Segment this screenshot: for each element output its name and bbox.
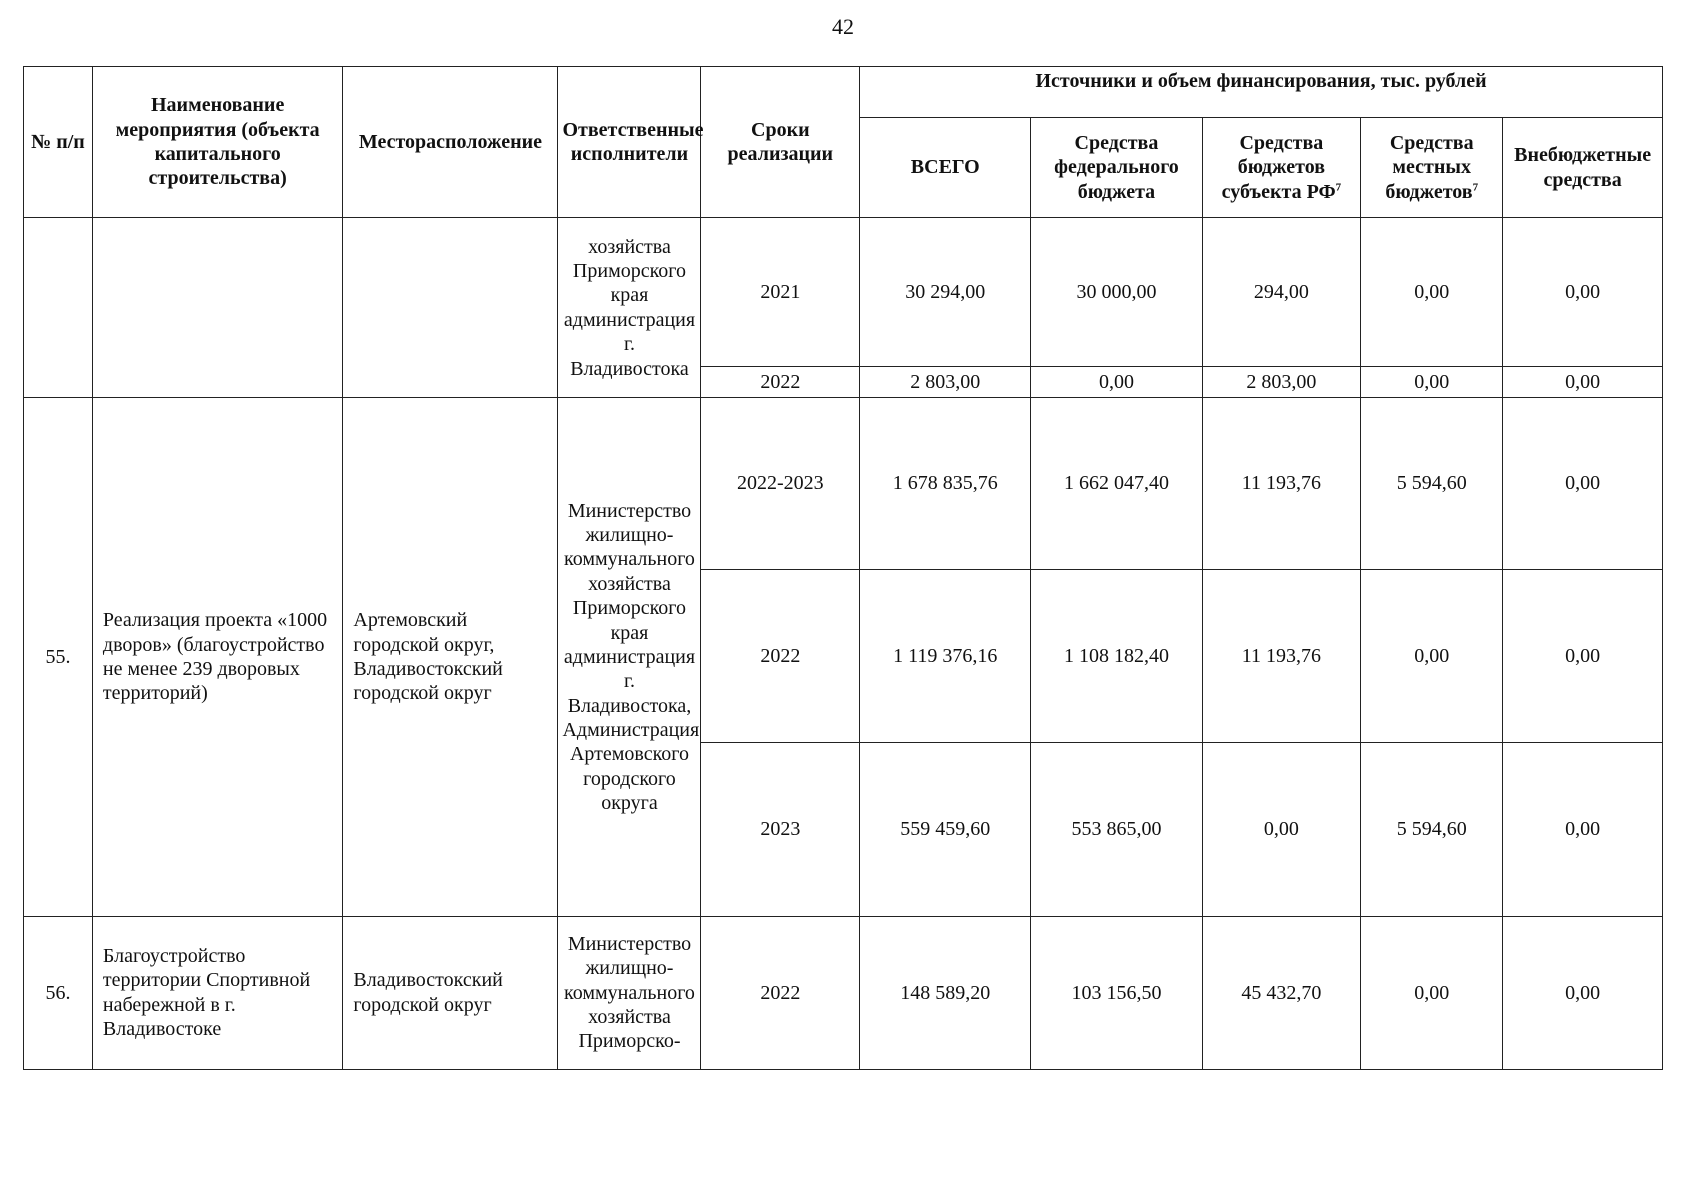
cell-name: Реализация проекта «1000 дворов» (благоустройство не менее 239 дворовых территорий) bbox=[92, 398, 343, 916]
cell-num: 55. bbox=[24, 398, 93, 916]
cell-local: 5 594,60 bbox=[1361, 743, 1503, 916]
header-extra: Внебюджетные средства bbox=[1503, 118, 1663, 218]
cell-federal: 1 108 182,40 bbox=[1031, 569, 1202, 742]
cell-year: 2022 bbox=[701, 916, 860, 1069]
header-location: Месторасположение bbox=[343, 67, 558, 218]
cell-local: 0,00 bbox=[1361, 569, 1503, 742]
cell-year: 2022 bbox=[701, 569, 860, 742]
cell-total: 148 589,20 bbox=[860, 916, 1031, 1069]
cell-subject: 0,00 bbox=[1202, 743, 1361, 916]
financing-table bbox=[23, 66, 1663, 1070]
header-name: Наименование мероприятия (объекта капитального строительства) bbox=[92, 67, 343, 218]
cell-extra: 0,00 bbox=[1503, 916, 1663, 1069]
header-total: ВСЕГО bbox=[860, 118, 1031, 218]
cell-extra: 0,00 bbox=[1503, 743, 1663, 916]
cell-subject: 45 432,70 bbox=[1202, 916, 1361, 1069]
cell-year: 2022-2023 bbox=[701, 398, 860, 569]
header-sources-group: Источники и объем финансирования, тыс. рублей bbox=[860, 67, 1663, 118]
cell-federal: 0,00 bbox=[1031, 367, 1202, 398]
cell-federal: 103 156,50 bbox=[1031, 916, 1202, 1069]
cell-num bbox=[24, 218, 93, 398]
header-subject bbox=[1202, 118, 1361, 218]
cell-year: 2022 bbox=[701, 367, 860, 398]
cell-responsible: хозяйства Приморского края администрация г. Владивостока bbox=[558, 218, 701, 398]
cell-location bbox=[343, 218, 558, 398]
cell-total: 30 294,00 bbox=[860, 218, 1031, 367]
cell-name bbox=[92, 218, 343, 398]
header-local bbox=[1361, 118, 1503, 218]
cell-subject: 2 803,00 bbox=[1202, 367, 1361, 398]
cell-extra: 0,00 bbox=[1503, 398, 1663, 569]
cell-total: 1 119 376,16 bbox=[860, 569, 1031, 742]
cell-local: 5 594,60 bbox=[1361, 398, 1503, 569]
cell-local: 0,00 bbox=[1361, 916, 1503, 1069]
header-subject-label: Средства бюджетов субъекта РФ bbox=[1221, 131, 1336, 203]
cell-subject: 11 193,76 bbox=[1202, 398, 1361, 569]
cell-total: 559 459,60 bbox=[860, 743, 1031, 916]
header-responsible: Ответственные исполнители bbox=[558, 67, 701, 218]
table-row bbox=[24, 916, 1663, 1069]
cell-local: 0,00 bbox=[1361, 218, 1503, 367]
table-row bbox=[24, 218, 1663, 367]
header-local-footnote: 7 bbox=[1472, 181, 1479, 194]
cell-responsible: Министерство жилищно-коммунального хозяйства Приморско- bbox=[558, 916, 701, 1069]
page-number: 42 bbox=[832, 14, 854, 39]
cell-extra: 0,00 bbox=[1503, 569, 1663, 742]
cell-location: Владивостокский городской округ bbox=[343, 916, 558, 1069]
cell-responsible: Министерство жилищно-коммунального хозяйства Приморского края администрация г. Владивостока, Администрация Артемовского городского округа bbox=[558, 398, 701, 916]
cell-local: 0,00 bbox=[1361, 367, 1503, 398]
table-row bbox=[24, 398, 1663, 569]
header-subject-footnote: 7 bbox=[1335, 181, 1342, 194]
cell-total: 2 803,00 bbox=[860, 367, 1031, 398]
cell-location: Артемовский городской округ, Владивостокский городской округ bbox=[343, 398, 558, 916]
cell-extra: 0,00 bbox=[1503, 218, 1663, 367]
cell-subject: 294,00 bbox=[1202, 218, 1361, 367]
cell-federal: 1 662 047,40 bbox=[1031, 398, 1202, 569]
cell-num: 56. bbox=[24, 916, 93, 1069]
cell-total: 1 678 835,76 bbox=[860, 398, 1031, 569]
cell-extra: 0,00 bbox=[1503, 367, 1663, 398]
cell-federal: 30 000,00 bbox=[1031, 218, 1202, 367]
header-local-label: Средства местных бюджетов bbox=[1385, 131, 1474, 203]
header-federal: Средства федерального бюджета bbox=[1031, 118, 1202, 218]
cell-year: 2023 bbox=[701, 743, 860, 916]
cell-year: 2021 bbox=[701, 218, 860, 367]
cell-subject: 11 193,76 bbox=[1202, 569, 1361, 742]
header-num: № п/п bbox=[24, 67, 93, 218]
cell-name: Благоустройство территории Спортивной набережной в г. Владивостоке bbox=[92, 916, 343, 1069]
header-terms: Сроки реализации bbox=[701, 67, 860, 218]
cell-federal: 553 865,00 bbox=[1031, 743, 1202, 916]
